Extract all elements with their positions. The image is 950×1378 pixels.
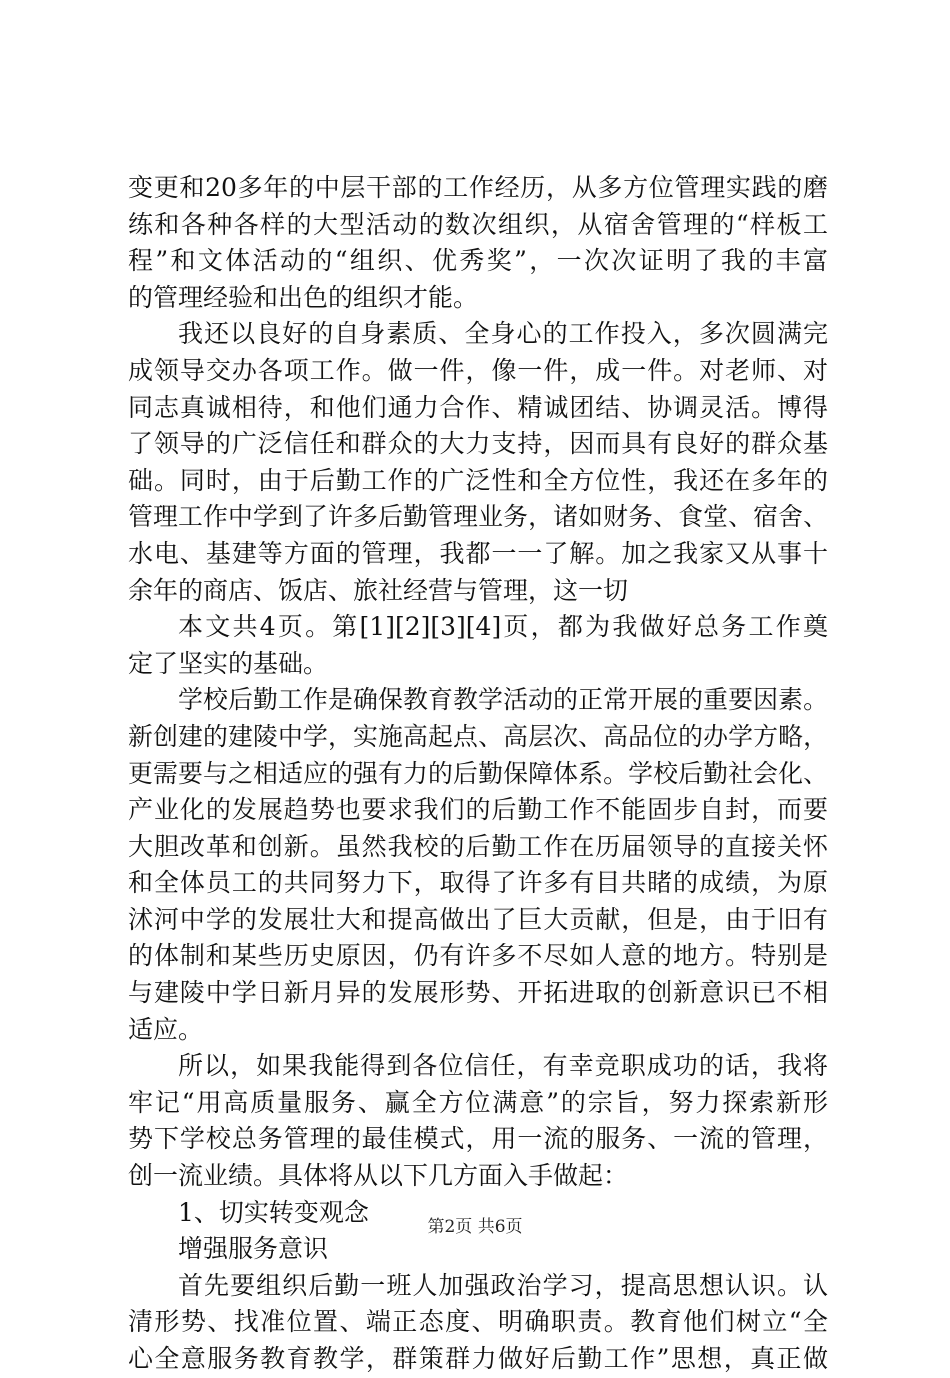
text-line: 和全体员工的共同努力下，取得了许多有目共睹的成绩，为原 (128, 868, 828, 898)
text-line: 清形势、找准位置、端正态度、明确职责。教育他们树立“全 (128, 1307, 828, 1337)
text-line: 变更和20多年的中层干部的工作经历，从多方位管理实践的磨 (128, 173, 828, 202)
text-line: 水电、基建等方面的管理，我都一一了解。加之我家又从事十 (128, 538, 828, 568)
text-line: 成领导交办各项工作。做一件，像一件，成一件。对老师、对 (128, 355, 828, 385)
text-line: 同志真诚相待，和他们通力合作、精诚团结、协调灵活。博得 (128, 392, 828, 422)
text-line: 程”和文体活动的“组织、优秀奖”，一次次证明了我的丰富 (128, 246, 828, 276)
page-footer: 第2页 共6页 (427, 1217, 523, 1237)
text-line: 大胆改革和创新。虽然我校的后勤工作在历届领导的直接关怀 (128, 831, 828, 861)
text-line: 1、切实转变观念 (178, 1197, 369, 1227)
text-line: 创一流业绩。具体将从以下几方面入手做起： (128, 1161, 629, 1191)
text-line: 础。同时，由于后勤工作的广泛性和全方位性，我还在多年的 (128, 465, 828, 495)
text-line: 产业化的发展趋势也要求我们的后勤工作不能固步自封，而要 (128, 795, 828, 825)
text-line: 增强服务意识 (178, 1234, 329, 1264)
text-line: 适应。 (128, 1014, 204, 1044)
text-line: 新创建的建陵中学，实施高起点、高层次、高品位的办学方略， (128, 721, 828, 751)
text-line: 的体制和某些历史原因，仍有许多不尽如人意的地方。特别是 (128, 941, 828, 971)
text-line: 与建陵中学日新月异的发展形势、开拓进取的创新意识已不相 (128, 978, 828, 1008)
text-line: 心全意服务教育教学，群策群力做好后勤工作”思想，真正做 (128, 1344, 828, 1373)
text-line: 牢记“用高质量服务、赢全方位满意”的宗旨，努力探索新形 (128, 1087, 828, 1117)
text-line: 势下学校总务管理的最佳模式，用一流的服务、一流的管理， (128, 1124, 828, 1154)
text-line: 了领导的广泛信任和群众的大力支持，因而具有良好的群众基 (128, 429, 828, 459)
text-line: 更需要与之相适应的强有力的后勤保障体系。学校后勤社会化、 (128, 758, 828, 788)
text-line: 沭河中学的发展壮大和提高做出了巨大贡献，但是，由于旧有 (128, 904, 828, 934)
text-line: 首先要组织后勤一班人加强政治学习，提高思想认识。认 (178, 1270, 828, 1300)
text-line: 的管理经验和出色的组织才能。 (128, 282, 479, 312)
document-body (128, 170, 828, 1378)
text-line: 我还以良好的自身素质、全身心的工作投入，多次圆满完 (178, 319, 828, 349)
text-line: 所以，如果我能得到各位信任，有幸竞职成功的话，我将 (178, 1051, 828, 1081)
text-line: 学校后勤工作是确保教育教学活动的正常开展的重要因素。 (178, 685, 828, 715)
text-line: 余年的商店、饭店、旅社经营与管理，这一切 (128, 575, 629, 605)
text-line: 本文共4页。第[1][2][3][4]页，都为我做好总务工作奠 (178, 612, 828, 642)
text-line: 定了坚实的基础。 (128, 648, 329, 678)
text-line: 管理工作中学到了许多后勤管理业务，诸如财务、食堂、宿舍、 (128, 502, 828, 532)
text-line: 练和各种各样的大型活动的数次组织，从宿舍管理的“样板工 (128, 209, 828, 239)
